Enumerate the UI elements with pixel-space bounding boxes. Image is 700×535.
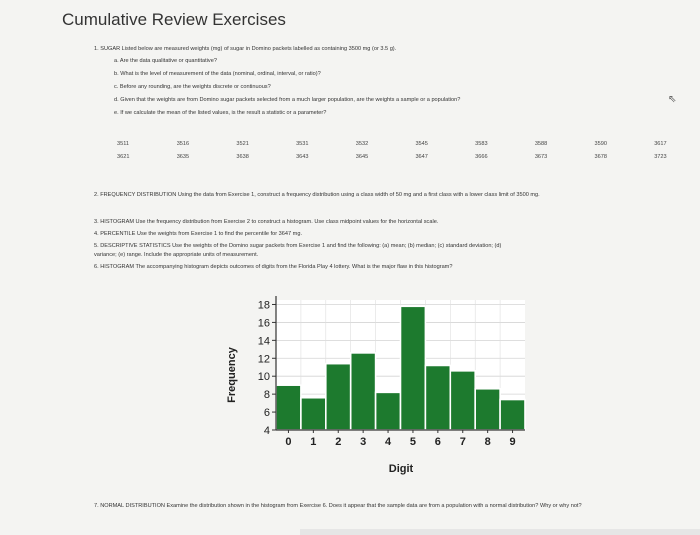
histogram-bar [500,400,525,430]
x-axis-label: Digit [388,463,414,475]
histogram-bar [276,385,301,430]
table-cell: 3666 [475,153,488,160]
question-6: 6. HISTOGRAM The accompanying histogram depicts outcomes of digits from the Florida Play 4 lottery. What is the major flaw in this histogram? [94,264,453,270]
x-tick-label: 7 [459,436,466,448]
sugar-data-table [103,137,700,163]
histogram-bar [401,306,426,430]
histogram-bar [425,365,450,430]
histogram-bar [450,371,475,430]
question-1: 1. SUGAR Listed below are measured weights (mg) of sugar in Domino packets labelled as containing 3500 mg (or 3.5 g). [94,46,397,52]
question-1a: a. Are the data qualitative or quantitative? [114,58,217,64]
table-cell: 3638 [236,153,249,160]
table-cell: 3511 [117,140,130,147]
x-tick-label: 8 [484,436,491,448]
table-cell: 3645 [355,153,369,160]
histogram-bar [475,389,500,430]
histogram-bar [376,392,401,430]
histogram-bar [301,398,326,430]
y-tick-label: 14 [257,335,270,348]
x-tick-label: 2 [335,436,342,448]
y-tick-label: 18 [257,299,270,312]
question-1c: c. Before any rounding, are the weights discrete or continuous? [114,84,271,90]
table-cell: 3673 [534,153,548,160]
table-cell: 3723 [654,153,667,160]
table-cell: 3532 [355,140,369,147]
x-tick-label: 9 [509,436,516,448]
question-1e: e. If we calculate the mean of the listed values, is the result a statistic or a parameter? [114,110,327,116]
table-cell: 3583 [475,140,488,147]
x-tick-label: 4 [384,436,392,448]
question-3: 3. HISTOGRAM Use the frequency distribution from Exercise 2 to construct a histogram. Use class midpoint values for the horizontal scale. [94,219,439,225]
question-2: 2. FREQUENCY DISTRIBUTION Using the data from Exercise 1, construct a frequency distribution using a class width of 50 mg and a first class with a lower class limit of 3500 mg. [94,192,540,198]
y-tick-label: 4 [263,425,270,437]
table-cell: 3643 [296,153,309,160]
table-cell: 3545 [415,140,428,147]
table-cell: 3678 [594,153,607,160]
y-axis-label: Frequency [226,347,238,403]
table-row [103,150,700,163]
table-cell: 3617 [654,140,667,147]
y-tick-label: 12 [257,353,270,366]
x-tick-label: 6 [434,436,441,448]
question-7: 7. NORMAL DISTRIBUTION Examine the distribution shown in the histogram from Exercise 6. Does it appear that the sample data are from a population with a normal distribution? Why or why not? [94,503,582,509]
table-cell: 3531 [296,140,309,147]
y-tick-label: 6 [263,407,270,420]
table-cell: 3590 [594,140,607,147]
question-5-continued: variance; (e) range. Include the appropriate units of measurement. [94,252,259,258]
table-cell: 3516 [176,140,190,147]
x-tick-label: 3 [360,436,367,448]
x-tick-label: 1 [310,436,317,448]
question-4: 4. PERCENTILE Use the weights from Exercise 1 to find the percentile for 3647 mg. [94,231,302,237]
table-cell: 3521 [236,140,249,147]
table-row [103,137,700,150]
y-tick-label: 8 [263,389,270,402]
page-title: Cumulative Review Exercises [62,10,286,29]
question-1d: d. Given that the weights are from Domino sugar packets selected from a much larger population, are the weights a sample or a population? [114,97,461,103]
table-cell: 3647 [415,153,428,160]
histogram-bar [326,364,351,430]
y-tick-label: 16 [257,317,270,330]
x-tick-label: 0 [285,436,292,448]
question-5: 5. DESCRIPTIVE STATISTICS Use the weights of the Domino sugar packets from Exercise 1 and find the following: (a) mean; (b) median; (c) standard deviation; (d) [94,243,502,249]
table-cell: 3588 [534,140,548,147]
table-cell: 3635 [176,153,190,160]
question-1b: b. What is the level of measurement of the data (nominal, ordinal, interval, or ratio)? [114,71,321,77]
table-cell: 3621 [117,153,130,160]
x-tick-label: 5 [409,436,417,448]
page-footer-strip [300,529,700,535]
mouse-cursor-icon: ⇖ [668,94,677,105]
digit-histogram [240,290,540,460]
histogram-bar [351,353,376,430]
y-tick-label: 10 [257,371,270,384]
